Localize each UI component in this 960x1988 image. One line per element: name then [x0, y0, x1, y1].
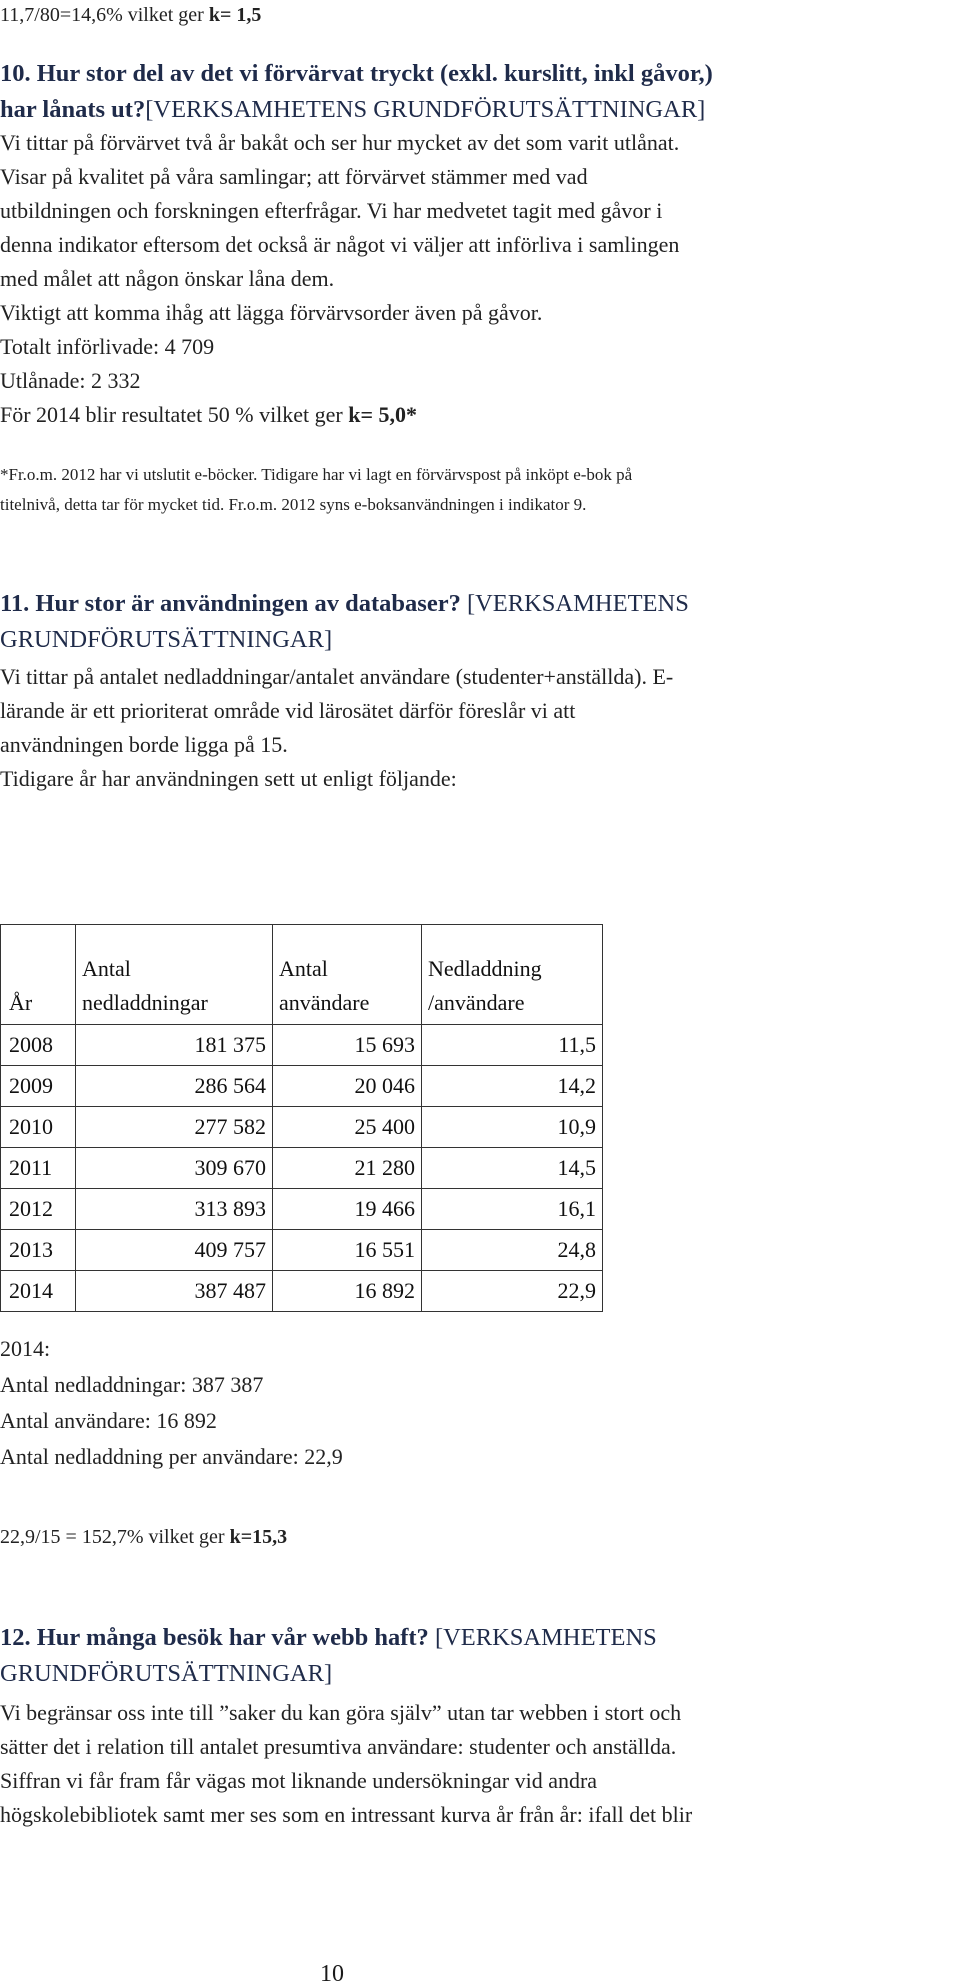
previous-result-line: 11,7/80=14,6% vilket ger k= 1,5: [0, 4, 262, 26]
section-10-text: med målet att någon önskar låna dem.: [0, 266, 335, 291]
table-row: 2009 286 564 20 046 14,2: [1, 1066, 603, 1107]
section-11-result: 22,9/15 = 152,7% vilket ger k=15,3: [0, 1526, 288, 1548]
column-header-downloads-per-user: Nedladdning /användare: [422, 925, 603, 1025]
section-11-text: Vi tittar på antalet nedladdningar/antalet användare (studenter+anställda). E-: [0, 664, 674, 689]
section-10-heading: 10. Hur stor del av det vi förvärvat tryckt (exkl. kurslitt, inkl gåvor,): [0, 60, 713, 87]
database-usage-table: [0, 924, 603, 1312]
section-12-heading-line2: GRUNDFÖRUTSÄTTNINGAR]: [0, 1660, 333, 1687]
section-11-text: Tidigare år har användningen sett ut enligt följande:: [0, 766, 457, 791]
section-10-result: För 2014 blir resultatet 50 % vilket ger k= 5,0*: [0, 402, 418, 427]
summary-year: 2014:: [0, 1336, 51, 1361]
section-11-heading-line2: GRUNDFÖRUTSÄTTNINGAR]: [0, 626, 333, 653]
section-10-text: utbildningen och forskningen efterfrågar. Vi har medvetet tagit med gåvor i: [0, 198, 663, 223]
table-row: 2013 409 757 16 551 24,8: [1, 1230, 603, 1271]
section-12-text: sätter det i relation till antalet presumtiva användare: studenter och anställda.: [0, 1734, 677, 1759]
section-11-heading: 11. Hur stor är användningen av databaser? [VERKSAMHETENS: [0, 590, 689, 617]
section-11-text: lärande är ett prioriterat område vid lärosätet därför föreslår vi att: [0, 698, 576, 723]
table-row: 2008 181 375 15 693 11,5: [1, 1025, 603, 1066]
table-row: 2011 309 670 21 280 14,5: [1, 1148, 603, 1189]
summary-downloads: Antal nedladdningar: 387 387: [0, 1372, 264, 1397]
section-10-text: Vi tittar på förvärvet två år bakåt och ser hur mycket av det som varit utlånat.: [0, 130, 680, 155]
column-header-users: Antal användare: [273, 925, 422, 1025]
section-12-heading: 12. Hur många besök har vår webb haft? [VERKSAMHETENS: [0, 1624, 657, 1651]
section-10-text: Viktigt att komma ihåg att lägga förvärvsorder även på gåvor.: [0, 300, 543, 325]
section-10-text: denna indikator eftersom det också är något vi väljer att införliva i samlingen: [0, 232, 680, 257]
summary-users: Antal användare: 16 892: [0, 1408, 217, 1433]
table-row: 2012 313 893 19 466 16,1: [1, 1189, 603, 1230]
page-number: 10: [320, 1961, 344, 1987]
section-12-text: Siffran vi får fram får vägas mot liknande undersökningar vid andra: [0, 1768, 598, 1793]
section-10-heading-line2: har lånats ut?[VERKSAMHETENS GRUNDFÖRUTSÄTTNINGAR]: [0, 96, 706, 123]
section-11-text: användningen borde ligga på 15.: [0, 732, 288, 757]
section-10-text: Visar på kvalitet på våra samlingar; att förvärvet stämmer med vad: [0, 164, 588, 189]
section-12-text: Vi begränsar oss inte till ”saker du kan göra själv” utan tar webben i stort och: [0, 1700, 682, 1725]
section-10-total: Totalt införlivade: 4 709: [0, 334, 215, 359]
column-header-year: År: [1, 925, 76, 1025]
section-10-footnote: titelnivå, detta tar för mycket tid. Fr.o.m. 2012 syns e-boksanvändningen i indikator 9.: [0, 495, 587, 514]
column-header-downloads: Antal nedladdningar: [76, 925, 273, 1025]
section-12-text: högskolebibliotek samt mer ses som en intressant kurva år från år: ifall det blir: [0, 1802, 693, 1827]
section-10-loans: Utlånade: 2 332: [0, 368, 141, 393]
table-header-row: [1, 925, 603, 1025]
table-row: 2014 387 487 16 892 22,9: [1, 1271, 603, 1312]
table-row: 2010 277 582 25 400 10,9: [1, 1107, 603, 1148]
section-10-footnote: *Fr.o.m. 2012 har vi utslutit e-böcker. Tidigare har vi lagt en förvärvspost på inköpt e-bok på: [0, 465, 633, 484]
summary-per-user: Antal nedladdning per användare: 22,9: [0, 1444, 343, 1469]
